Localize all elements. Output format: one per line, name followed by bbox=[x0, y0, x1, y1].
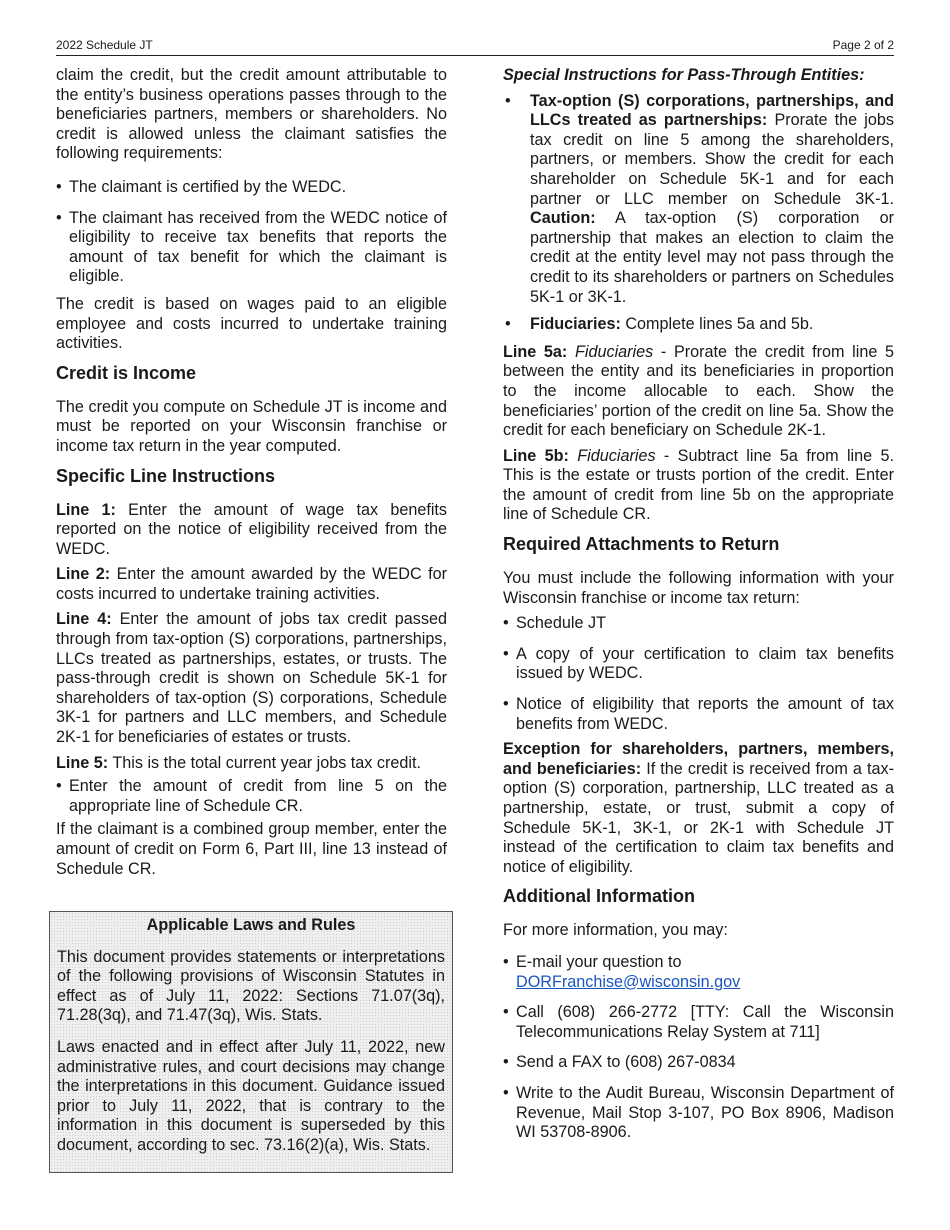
email-item bbox=[503, 953, 894, 992]
fax-item: • Send a FAX to (608) 267-0834 bbox=[503, 1053, 894, 1073]
line5-label: Line 5: bbox=[56, 753, 109, 772]
line4-label: Line 4: bbox=[56, 610, 112, 629]
intro-paragraph: claim the credit, but the credit amount attributable to the entity’s business operations passes through to the beneficiaries partners, members or shareholders. No credit is allowed unless the claimant satisfies the following requirements: bbox=[56, 66, 447, 163]
line5a-text: - Prorate the credit from line 5 between the entity and its beneficiaries in proportion to the income allocable to each. Show the beneficiaries’ portion of the credit on line 5a. Show the credit for each beneficiary on Schedule 2K-1. bbox=[503, 342, 894, 440]
line5a-label: Line 5a: bbox=[503, 342, 568, 361]
special-instructions-heading: Special Instructions for Pass-Through Entities: bbox=[503, 66, 865, 84]
pass-through-list bbox=[503, 92, 894, 335]
line5b-text: - Subtract line 5a from line 5. This is the estate or trusts portion of the credit. Enter the amount of credit from line 5b on the appropriate line of Schedule CR. bbox=[503, 446, 894, 524]
additional-intro: For more information, you may: bbox=[503, 921, 728, 940]
laws-paragraph-statutes: This document provides statements or interpretations of the following provisions of Wisconsin Statutes in effect as of July 11, 2022: Sections 71.07(3q), 71.28(3q), and 71.47(3q), Wis. Stats. bbox=[57, 947, 445, 1025]
line5a-italic: Fiduciaries bbox=[574, 342, 654, 361]
right-column bbox=[503, 66, 894, 1154]
combined-group-paragraph: If the claimant is a combined group member, enter the amount of credit on Form 6, Part III, line 13 instead of Schedule CR. bbox=[56, 820, 447, 878]
specific-line-heading: Specific Line Instructions bbox=[56, 465, 276, 486]
attachment-item: • Schedule JT bbox=[503, 614, 894, 634]
line1-instruction bbox=[56, 501, 447, 560]
fiduciaries-item bbox=[503, 315, 894, 335]
line5-text: This is the total current year jobs tax credit. bbox=[108, 753, 421, 772]
attachments-list bbox=[503, 614, 894, 734]
tax-option-label: Tax-option (S) corporations, partnerships, and LLCs treated as partnerships: bbox=[530, 91, 894, 130]
phone-item: • Call (608) 266-2772 [TTY: Call the Wisconsin Telecommunications Relay System at 711] bbox=[503, 1003, 894, 1042]
credit-income-paragraph: The credit you compute on Schedule JT is income and must be reported on your Wisconsin franchise or income tax return in the year computed. bbox=[56, 397, 447, 455]
caution-text: A tax-option (S) corporation or partnership that makes an election to claim the credit at the entity level may not pass through the credit to its shareholders or partners on Schedules 5K-1 or 3K-1. bbox=[530, 209, 894, 306]
laws-paragraph-changes: Laws enacted and in effect after July 11, 2022, new administrative rules, and court decisions may change the interpretations in this document. Guidance issued prior to July 11, 2022, that is contrary to the information in this document is superseded by this document, according to sec. 73.16(2)(a), Wis. Stats. bbox=[57, 1037, 445, 1154]
line5-list bbox=[56, 777, 447, 816]
line4-instruction bbox=[56, 610, 447, 747]
line1-text: Enter the amount of wage tax benefits reported on the notice of eligibility received from the WEDC. bbox=[56, 500, 448, 558]
line2-label: Line 2: bbox=[56, 565, 111, 584]
requirement-item: • The claimant has received from the WEDC notice of eligibility to receive tax benefits that reports the amount of tax benefit for which the claimant is eligible. bbox=[56, 209, 447, 287]
additional-info-heading: Additional Information bbox=[503, 886, 695, 907]
line2-instruction bbox=[56, 565, 447, 604]
fiduciaries-text: Complete lines 5a and 5b. bbox=[620, 315, 814, 334]
attachments-heading: Required Attachments to Return bbox=[503, 534, 780, 555]
contact-list bbox=[503, 953, 894, 1143]
attachments-intro: You must include the following information with your Wisconsin franchise or income tax return: bbox=[503, 569, 894, 607]
requirements-list bbox=[56, 178, 447, 287]
page-header bbox=[56, 38, 894, 56]
line1-label: Line 1: bbox=[56, 500, 116, 519]
line5b-instruction bbox=[503, 447, 894, 525]
email-text: E-mail your question to bbox=[516, 952, 682, 971]
form-title: 2022 Schedule JT bbox=[56, 38, 153, 52]
exception-label: Exception for shareholders, partners, members, and beneficiaries: bbox=[503, 740, 894, 778]
exception-paragraph bbox=[503, 740, 894, 877]
line5a-instruction bbox=[503, 343, 894, 441]
line4-text: Enter the amount of jobs tax credit passed through from tax-option (S) corporations, partnerships, LLCs treated as partnerships, estates, or trusts. The pass-through credit is shown on Schedule 5K-1 for shareholders of tax-option (S) corporations, Schedule 3K-1 for partners and LLC members, and Schedule 2K-1 for beneficiaries of estates or trusts. bbox=[56, 610, 447, 747]
mail-item: • Write to the Audit Bureau, Wisconsin Department of Revenue, Mail Stop 3-107, PO Box 8906, Madison WI 53708-8906. bbox=[503, 1084, 894, 1143]
tax-option-text: Prorate the jobs tax credit on line 5 among the shareholders, partners, or members. Show the credit for each shareholder on Schedule 5K-1 and for each partner or LLC member on Schedule 3K-1. bbox=[530, 111, 895, 208]
page-number: Page 2 of 2 bbox=[832, 38, 894, 52]
line5b-label: Line 5b: bbox=[503, 446, 569, 465]
attachment-item: • A copy of your certification to claim tax benefits issued by WEDC. bbox=[503, 645, 894, 684]
requirement-item: • The claimant is certified by the WEDC. bbox=[56, 178, 447, 198]
exception-text: If the credit is received from a tax-option (S) corporation, partnership, LLC treated as a partnership, estate, or trust, submit a copy of Schedule 5K-1, 3K-1, or 2K-1 with Schedule JT instead of the certification to claim tax benefits and notice of eligibility. bbox=[503, 759, 894, 876]
line5-bullet: • Enter the amount of credit from line 5 on the appropriate line of Schedule CR. bbox=[56, 777, 447, 816]
tax-option-item bbox=[503, 92, 894, 308]
fiduciaries-label: Fiduciaries: bbox=[530, 315, 621, 334]
email-link[interactable]: DORFranchise@wisconsin.gov bbox=[516, 972, 741, 991]
left-column bbox=[56, 66, 447, 885]
attachment-item: • Notice of eligibility that reports the amount of tax benefits from WEDC. bbox=[503, 695, 894, 734]
laws-box-title: Applicable Laws and Rules bbox=[146, 916, 356, 934]
line2-text: Enter the amount awarded by the WEDC for costs incurred to undertake training activities. bbox=[56, 565, 447, 603]
applicable-laws-box bbox=[49, 911, 453, 1173]
caution-label: Caution: bbox=[530, 209, 596, 228]
credit-basis-paragraph: The credit is based on wages paid to an eligible employee and costs incurred to undertake training activities. bbox=[56, 294, 447, 353]
line5-instruction bbox=[56, 754, 447, 774]
credit-income-heading: Credit is Income bbox=[56, 362, 197, 383]
line5b-italic: Fiduciaries bbox=[577, 446, 656, 465]
